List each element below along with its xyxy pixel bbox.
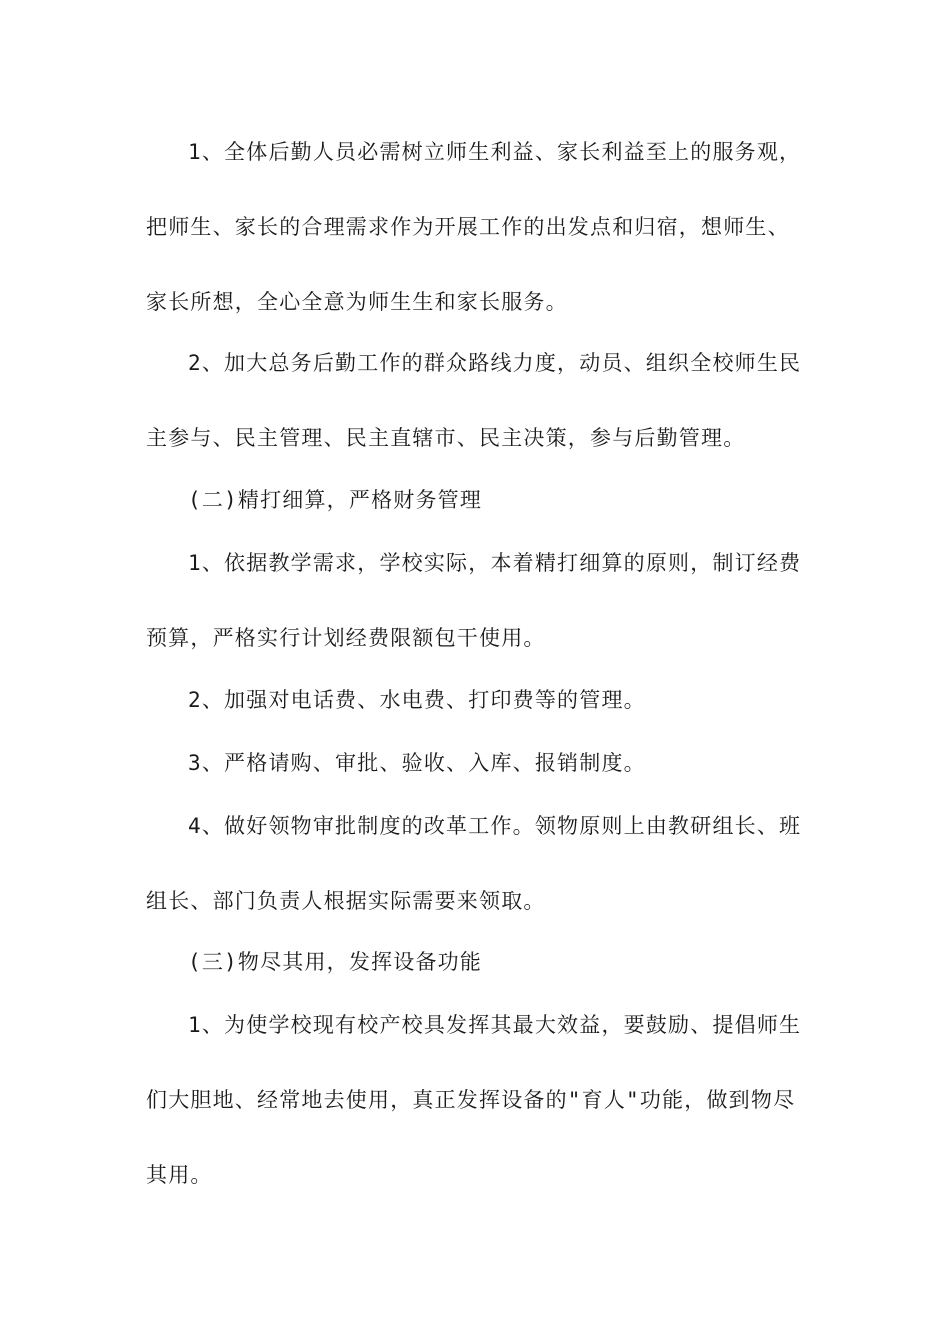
paragraph-6-line-1: 4、做好领物审批制度的改革工作。领物原则上由教研组长、班 <box>188 814 802 838</box>
paragraph-3-line-2: 预算，严格实行计划经费限额包干使用。 <box>146 626 546 650</box>
paragraph-1-line-3: 家长所想，全心全意为师生生和家长服务。 <box>146 290 568 314</box>
paragraph-7-line-1: 1、为使学校现有校产校具发挥其最大效益，要鼓励、提倡师生 <box>188 1013 802 1037</box>
paragraph-5-line-1: 3、严格请购、审批、验收、入库、报销制度。 <box>188 751 646 775</box>
paragraph-1-line-1: 1、全体后勤人员必需树立师生利益、家长利益至上的服务观， <box>188 140 802 164</box>
paragraph-7-line-2: 们大胆地、经常地去使用，真正发挥设备的"育人"功能，做到物尽 <box>146 1088 796 1112</box>
paragraph-2-line-1: 2、加大总务后勤工作的群众路线力度，动员、组织全校师生民 <box>188 351 802 375</box>
paragraph-3-line-1: 1、依据教学需求，学校实际，本着精打细算的原则，制订经费 <box>188 551 802 575</box>
paragraph-4-line-1: 2、加强对电话费、水电费、打印费等的管理。 <box>188 688 646 712</box>
section-heading-2: (二)精打细算，严格财务管理 <box>188 488 483 512</box>
paragraph-1-line-2: 把师生、家长的合理需求作为开展工作的出发点和归宿，想师生、 <box>146 215 790 239</box>
paragraph-2-line-2: 主参与、民主管理、民主直辖市、民主决策，参与后勤管理。 <box>146 426 746 450</box>
section-heading-3: (三)物尽其用，发挥设备功能 <box>188 950 483 974</box>
paragraph-7-line-3: 其用。 <box>146 1163 213 1187</box>
paragraph-6-line-2: 组长、部门负责人根据实际需要来领取。 <box>146 889 546 913</box>
